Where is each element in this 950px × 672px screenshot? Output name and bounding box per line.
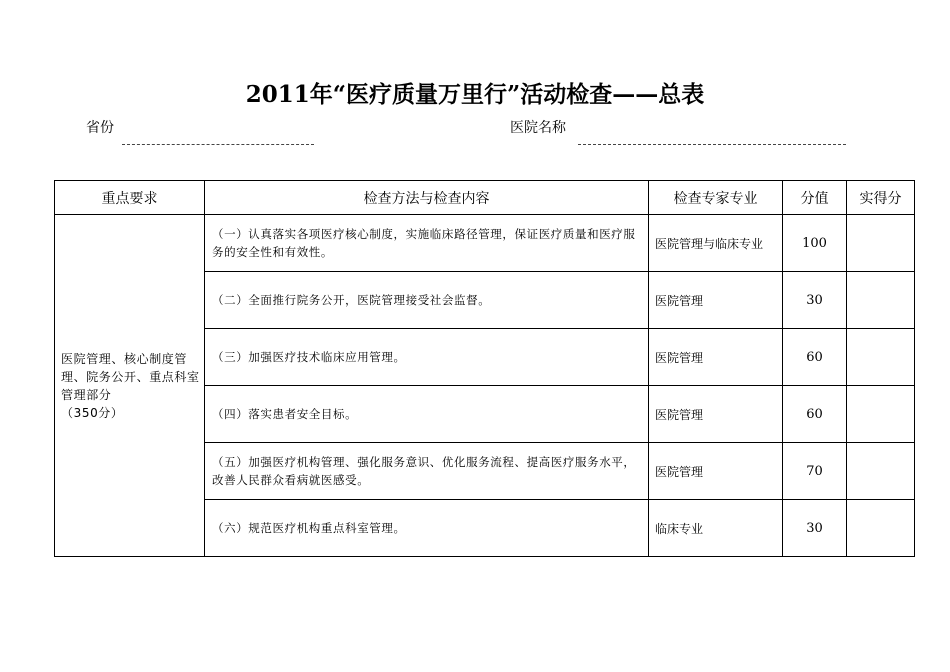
column-header-actual-score: 实得分: [847, 181, 915, 215]
province-label: 省份: [86, 120, 114, 136]
column-header-expert: 检查专家专业: [649, 181, 783, 215]
inspection-summary-table: [54, 180, 915, 557]
page-title: 2011年“医疗质量万里行”活动检查——总表: [245, 81, 705, 108]
actual-score-cell[interactable]: [847, 500, 915, 557]
table-header-row: [55, 181, 915, 215]
column-header-method-content: 检查方法与检查内容: [205, 181, 649, 215]
score-cell: 30: [783, 500, 847, 557]
score-cell: 60: [783, 329, 847, 386]
score-cell: 70: [783, 443, 847, 500]
content-cell: （四）落实患者安全目标。: [205, 386, 649, 443]
requirement-points: （350分）: [61, 405, 124, 420]
column-header-score: 分值: [783, 181, 847, 215]
expert-cell: 医院管理: [649, 329, 783, 386]
hospital-name-label: 医院名称: [510, 120, 566, 136]
expert-cell: 医院管理与临床专业: [649, 215, 783, 272]
hospital-name-field-line[interactable]: [578, 144, 846, 145]
content-cell: （六）规范医疗机构重点科室管理。: [205, 500, 649, 557]
province-field-line[interactable]: [122, 144, 314, 145]
score-cell: 100: [783, 215, 847, 272]
requirement-cell: [55, 215, 205, 557]
actual-score-cell[interactable]: [847, 386, 915, 443]
column-header-requirement: 重点要求: [55, 181, 205, 215]
expert-cell: 临床专业: [649, 500, 783, 557]
content-cell: （三）加强医疗技术临床应用管理。: [205, 329, 649, 386]
expert-cell: 医院管理: [649, 386, 783, 443]
content-cell: （二）全面推行院务公开，医院管理接受社会监督。: [205, 272, 649, 329]
table-row: [55, 215, 915, 272]
actual-score-cell[interactable]: [847, 329, 915, 386]
expert-cell: 医院管理: [649, 443, 783, 500]
actual-score-cell[interactable]: [847, 272, 915, 329]
requirement-text: 医院管理、核心制度管理、院务公开、重点科室管理部分: [61, 351, 200, 402]
content-cell: （一）认真落实各项医疗核心制度，实施临床路径管理，保证医疗质量和医疗服务的安全性和有效性。: [205, 215, 649, 272]
score-cell: 60: [783, 386, 847, 443]
score-cell: 30: [783, 272, 847, 329]
actual-score-cell[interactable]: [847, 443, 915, 500]
actual-score-cell[interactable]: [847, 215, 915, 272]
expert-cell: 医院管理: [649, 272, 783, 329]
content-cell: （五）加强医疗机构管理、强化服务意识、优化服务流程、提高医疗服务水平，改善人民群众看病就医感受。: [205, 443, 649, 500]
